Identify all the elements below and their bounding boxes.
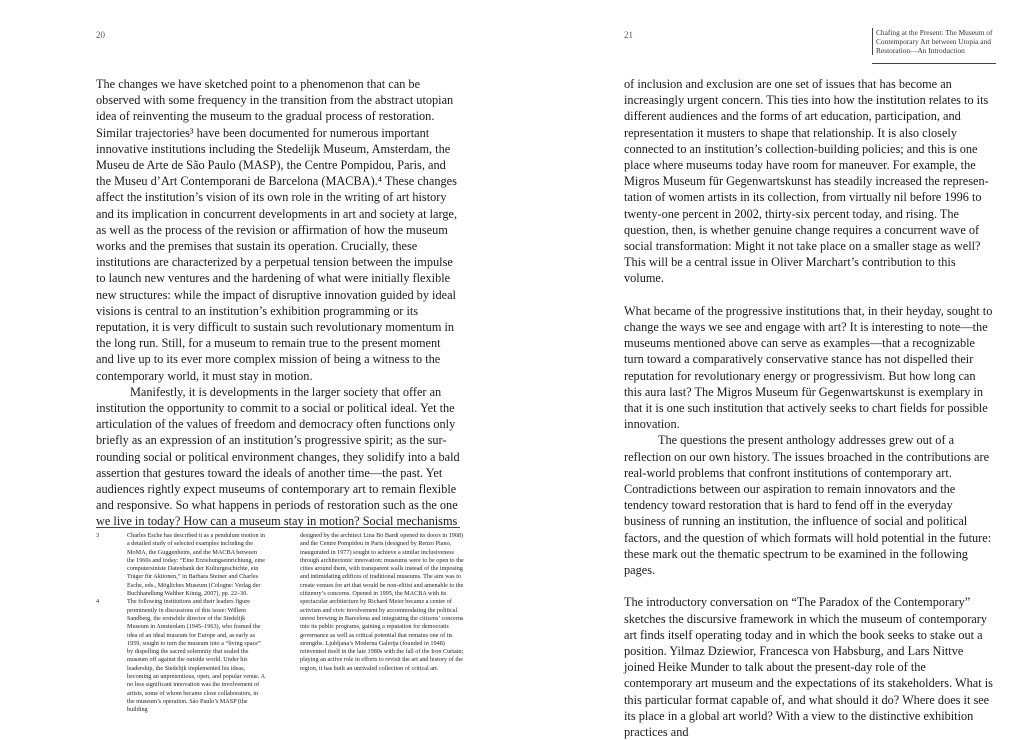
footnote-divider <box>96 527 460 528</box>
right-body-text <box>624 76 994 740</box>
footnote-text: The following institutions and their leaders figure prominently in discussions of this issue: Willem Sandberg, the erstwhile director of the Stedelijk Museum in Amsterdam (1945–1963), who framed the idea of an ideal museum for Europe and, as early as 1959, sought to turn the museum into a “living space” by dispelling the sacred solemnity that sealed the museum off against the outside world. Under his leadership, the Stedelijk implemented his ideas, becoming an unpretentious, open, and popular venue. A no less significant innovation was the involvement of artists, some of whom became close collaborators, in the museum’s operation. São Paulo’s MASP (the building <box>127 598 265 714</box>
footnote-3 <box>96 532 266 598</box>
page-number-right: 21 <box>624 30 633 40</box>
running-head-rule <box>872 63 996 64</box>
footnote-number: 3 <box>96 532 100 539</box>
right-paragraph-3: The questions the present anthology addresses grew out of a reflection on our own history. The issues broached in the contributions are real-world problems that confront institutions of contemporary art. Contradictions between our aspiration to remain innovators and the tendency toward restoration that is hard to fend off in the everyday business of running an institution, the influence of social and political factors, and the question of which formats will hold potential in the future: these mark out the thematic spectrum to be examined in the following pages. <box>624 433 992 578</box>
left-body-text <box>96 76 460 530</box>
right-paragraph-1: of inclusion and exclusion are one set of issues that has become an increasingly urgent concern. This ties into how the institution relates to its different audiences and the forms of art education, participation, and representation it musters to shape that relationship. It is also closely connected to an institution’s collection-building policies; and this is one place where museums today have room for maneuver. For example, the Migros Museum für Gegenwartskunst has steadily increased the represen-tation of women artists in its collection, from virtually nil before 1996 to twenty-one percent in 2002, thirty-six percent today, and rising. The question, then, is whether genuine change requires a concurrent wave of social transformation: Might it not take place on a smaller stage as well? This will be a central issue in Oliver Marchart’s contribution to this volume. <box>624 77 989 286</box>
right-paragraph-4: The introductory conversation on “The Paradox of the Contemporary” sketches the discursive framework in which the museum of contemporary art finds itself operating today and in which the book seeks to stake out a position. Yilmaz Dziewior, Francesca von Habsburg, and Lars Nittve joined Heike Munder to talk about the present-day role of the contemporary art museum and the expectations of its stakeholders. What is this particular format capable of, and what should it do? Where does it see its place in a global art world? With a view to the distinctive exhibition practices and <box>624 595 993 740</box>
left-page <box>0 0 512 736</box>
left-paragraph-2: Manifestly, it is developments in the larger society that offer an institution the opportunity to commit to a social or political ideal. Yet the articulation of the values of freedom and democracy often functions only briefly as an expression of an institution’s progressive spirit; as the sur-rounding social or political environment changes, they solidify into a bald assertion that gestures toward the ideals of another time—the past. Yet audiences rightly expect museums of contemporary art to remain flexible and responsive. So what happens in periods of restoration such as the one we live in today? How can a museum stay in motion? Social mechanisms <box>96 384 460 529</box>
footnote-4 <box>96 598 266 714</box>
running-head: Chafing at the Present: The Museum of Contemporary Art between Utopia and Restoration—An Introduction <box>872 28 996 55</box>
footnote-column-1 <box>96 532 266 715</box>
footnote-text: Charles Esche has described it as a pendulum motion in a detailed study of selected examples including the MoMA, the Guggenheim, and the MACBA between the 1960s and today: “Eine Erziehungseinrichtung, eine computersiniste Datenbank der Kulturgeschichte, ein Träger für Aktionen,” in Barbara Steiner and Charles Esche, eds., Mögliches Museum (Cologne: Verlag der Buchhandlung Walther König, 2007), pp. 22–30. <box>127 532 265 598</box>
right-paragraph-2: What became of the progressive institutions that, in their heyday, sought to change the ways we see and engage with art? It is interesting to note—the museums mentioned above can serve as examples—that a recognizable turn toward a comparatively conservative stance has not dispelled their reputation for revolutionary energy or progressivism. But how long can this aura last? The Migros Museum für Gegenwartskunst is exemplary in that it is one such institution that actively seeks to chart fields for possible innovation. <box>624 303 993 432</box>
footnote-4-continued: designed by the architect Lina Bo Bardi opened its doors in 1968) and the Centre Pompidou in Paris (designed by Renzo Piano, inaugurated in 1977) sought to achieve a similar inclusiveness through architectonic innovation: museums were to be open to the cities around them, with transparent walls instead of the imposing and intimidating edifices of traditional museums. The aim was to create venues for art that would be non-elitist and amenable to the citizenry’s concerns. Opened in 1995, the MACBA with its spectacular architecture by Richard Meier became a center of activism and civic involvement by accommodating the political unrest brewing in Barcelona and integrating the citizens’ concerns into its public programs, gaining a reputation for democratic governance as well as critical potential that remains one of its strengths. Ljubljana’s Moderna Galerija (founded in 1948) reinvented itself in the late 1980s with the fall of the Iron Curtain; playing an active role in efforts to revisit the art and history of the region, it has built an unrivaled collection of critical art. <box>300 532 464 672</box>
right-page <box>512 0 1024 740</box>
page-number-left: 20 <box>96 30 105 40</box>
footnote-column-2 <box>300 532 470 673</box>
left-paragraph-1: The changes we have sketched point to a phenomenon that can be observed with some frequency in the transition from the abstract utopian idea of reinventing the museum to the gradual process of restoration. Similar trajectories³ have been documented for numerous important innovative institutions including the Stedelijk Museum, Amsterdam, the Museu de Arte de São Paulo (MASP), the Centre Pompidou, Paris, and the Museu d’Art Contemporani de Barcelona (MACBA).⁴ These changes affect the institution’s vision of its own role in the writing of art history and its implication in concurrent developments in art and society at large, as well as the process of the revision or affirmation of how the museum works and the premises that sustain its operation. Crucially, these institutions are characterized by a perpetual tension between the impulse to launch new ventures and the hardening of what were initially flexible new structures: while the impact of disruptive innovation guided by ideal visions is central to an institution’s exhibition programming or its reputation, it is very difficult to sustain such revolutionary momentum in the long run. Still, for a museum to remain true to the present moment and live up to its ever more complex mission of being a witness to the contemporary world, it must stay in motion. <box>96 77 458 383</box>
footnote-number: 4 <box>96 598 100 606</box>
